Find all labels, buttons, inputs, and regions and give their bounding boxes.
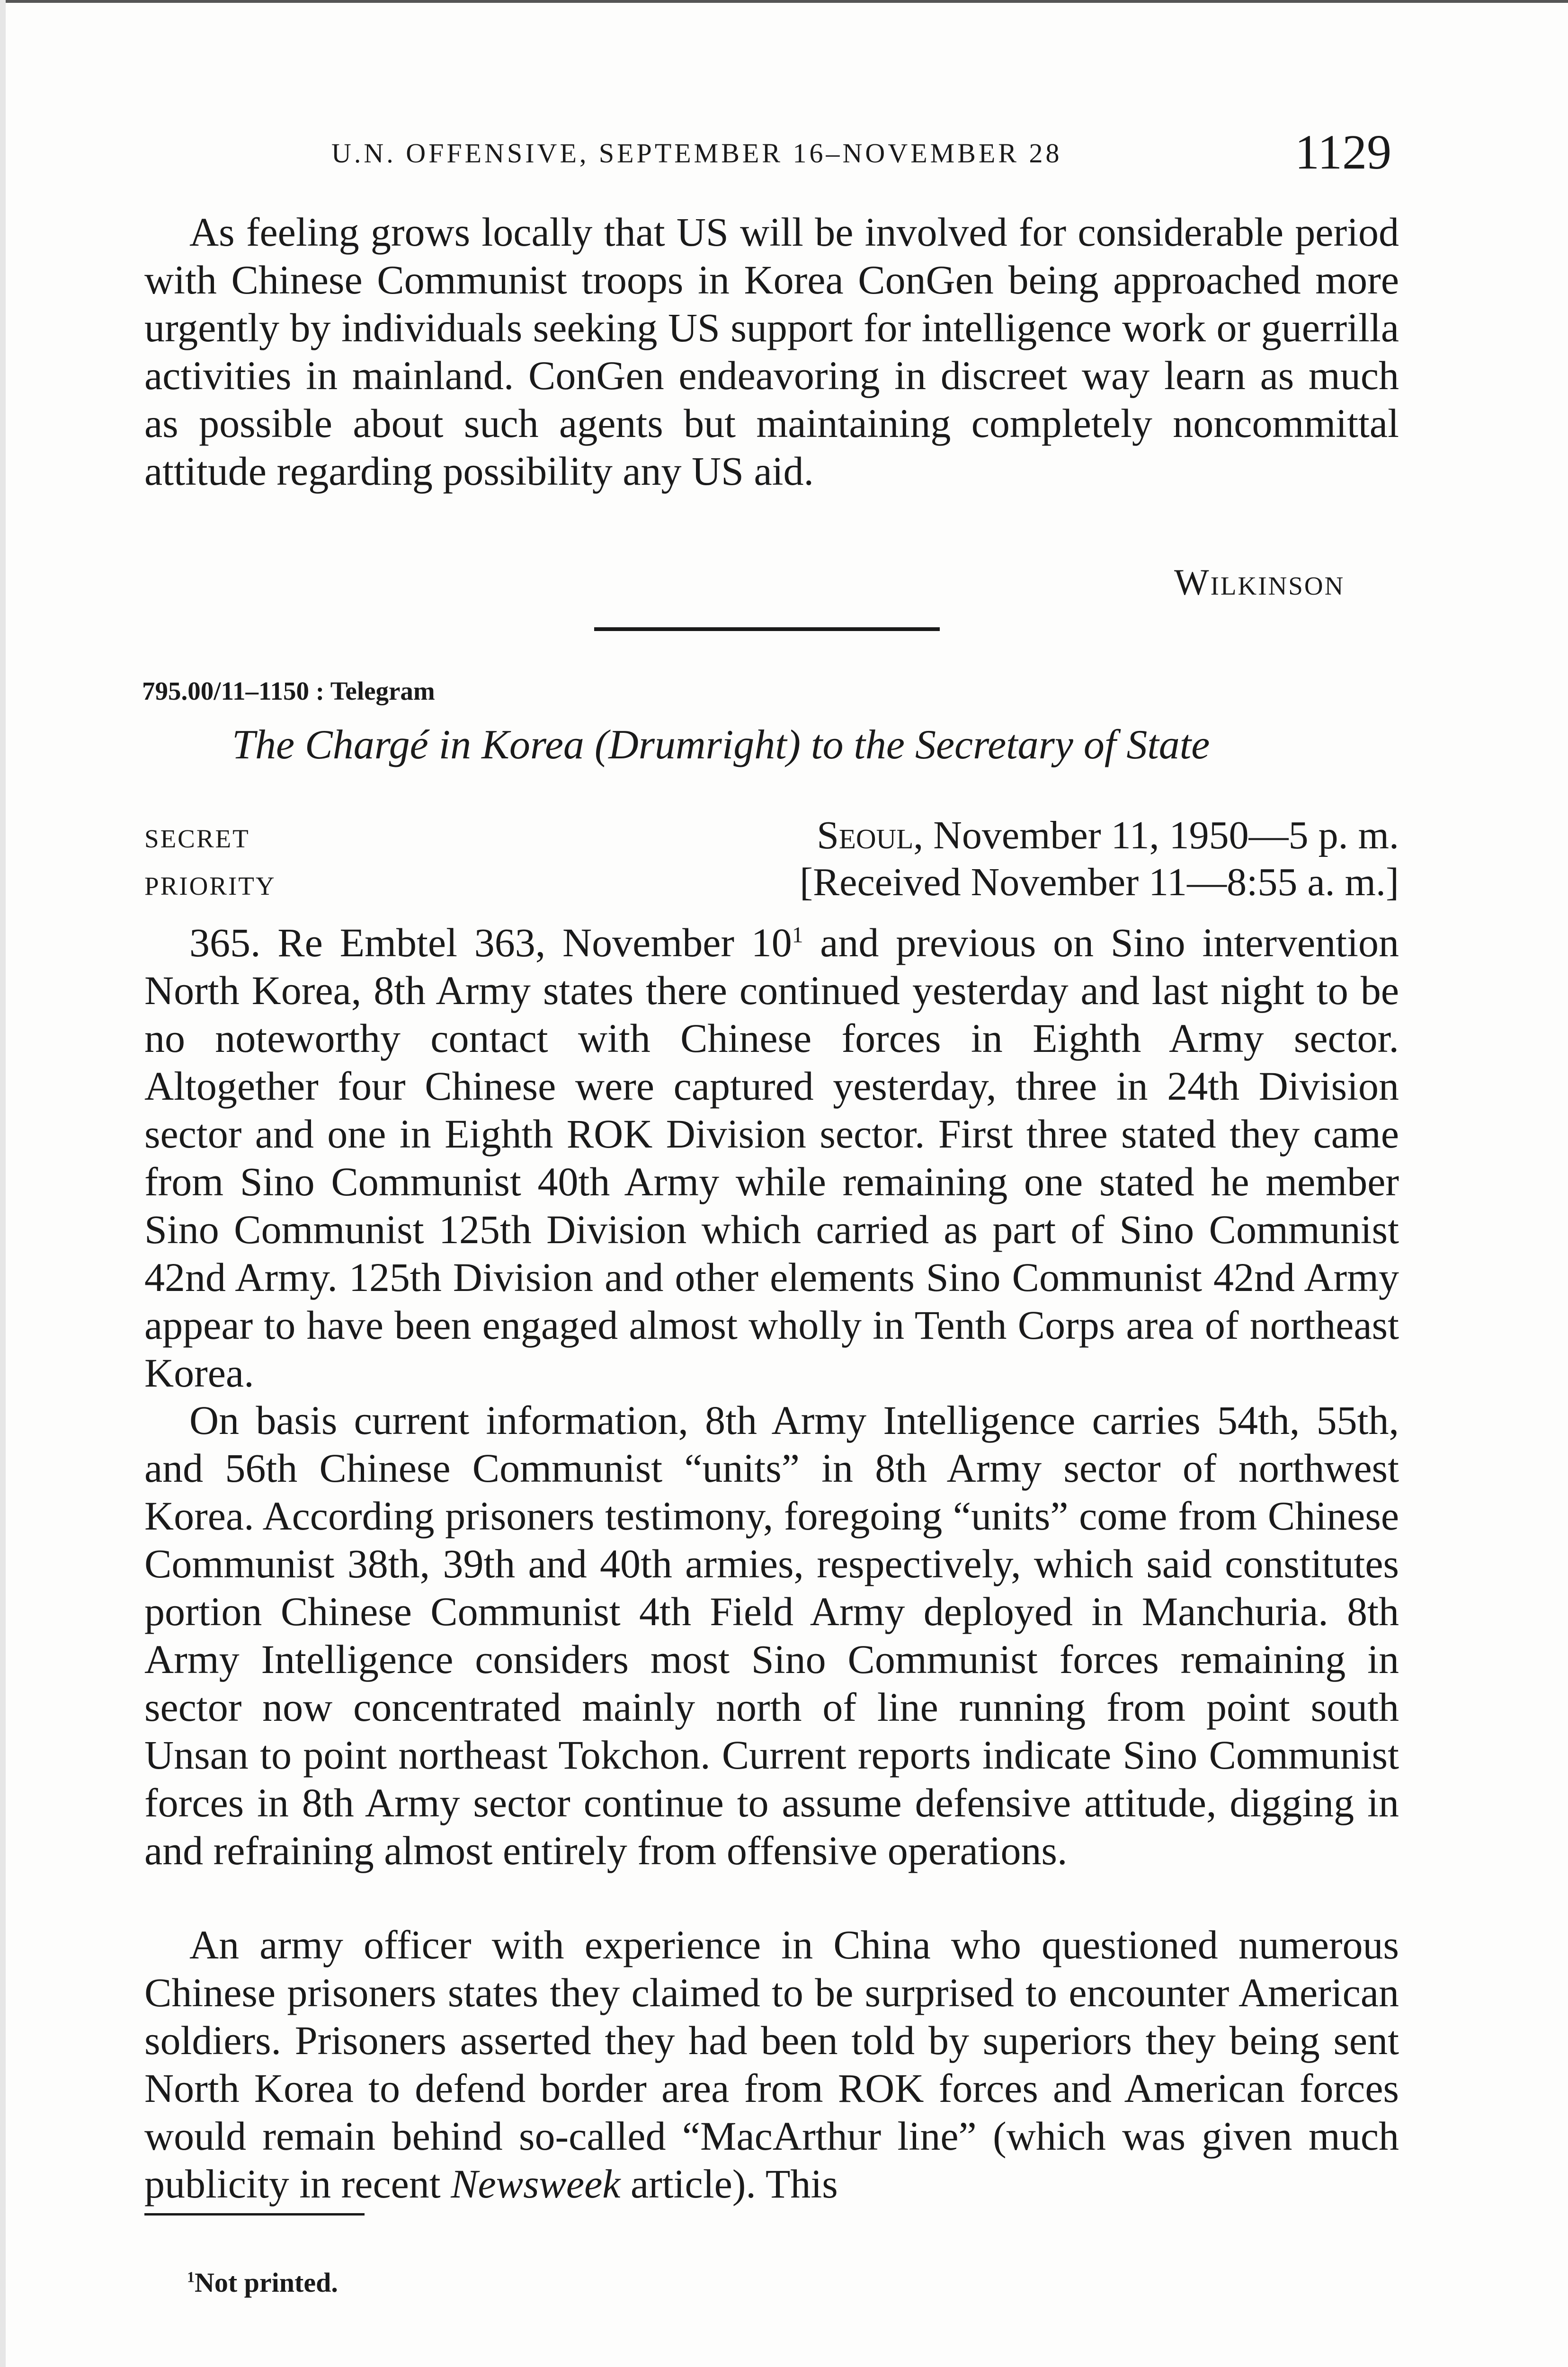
dateline-place: Seoul: [817, 813, 914, 857]
scan-top-edge: [0, 0, 1568, 3]
footnote-reference: 1: [792, 923, 803, 948]
document-separator-rule: [594, 627, 940, 631]
paragraph-3-text-end: article). This: [620, 2161, 838, 2207]
document-reference: 795.00/11–1150 : Telegram: [142, 676, 435, 705]
dateline-date: , November 11, 1950—5 p. m.: [913, 813, 1399, 857]
body-paragraph-1: [144, 919, 1399, 1397]
document-title: The Chargé in Korea (Drumright) to the Secretary of State: [232, 722, 1210, 768]
footnote-1: [187, 2267, 338, 2298]
body-paragraph-2: On basis current information, 8th Army Intelligence carries 54th, 55th, and 56th Chinese Communist “units” in 8th Army sector of northwest Korea. According prisoners testimony, foregoing “units” come from Chinese Communist 38th, 39th and 40th armies, respectively, which said constitutes portion Chinese Communist 4th Field Army deployed in Manchuria. 8th Army Intelligence considers most Sino Communist forces remaining in sector now concentrated mainly north of line running from point south Unsan to point northeast Tokchon. Current reports indicate Sino Communist forces in 8th Army sector continue to assume defensive attitude, digging in and refraining almost entirely from offensive operations.: [144, 1397, 1399, 1873]
footnote-mark: 1: [187, 2269, 195, 2286]
publication-name: Newsweek: [451, 2161, 621, 2207]
classification: SECRET: [144, 824, 250, 853]
signature: Wilkinson: [1174, 561, 1345, 603]
dateline-received: [Received November 11—8:55 a. m.]: [800, 860, 1399, 904]
page-number: 1129: [1295, 125, 1392, 179]
paragraph-1-text-end: and previous on Sino intervention North Korea, 8th Army states there continued yesterday and last night to be no noteworthy contact with Chinese forces in Eighth Army sector. Altogether four Chinese were captured yesterday, three in 24th Division sector and one in Eighth ROK Division sector. First three stated they came from Sino Communist 40th Army while remaining one stated he member Sino Communist 125th Division which carried as part of Sino Communist 42nd Army. 125th Division and other elements Sino Communist 42nd Army appear to have been engaged almost wholly in Tenth Corps area of northeast Korea.: [144, 920, 1399, 1396]
scan-left-edge: [0, 0, 6, 2367]
body-paragraph-3: [144, 1921, 1399, 2208]
precedence: PRIORITY: [144, 872, 276, 900]
footnote-text: Not printed.: [194, 2267, 338, 2298]
dateline-sent: [817, 812, 1399, 858]
paragraph-1-text-start: 365. Re Embtel 363, November 10: [189, 920, 792, 965]
footnote-rule: [144, 2213, 365, 2216]
previous-document-paragraph: As feeling grows locally that US will be involved for considerable period with Chinese Communist troops in Korea ConGen being approached more urgently by individuals seeking US support for intelligence work or guerrilla activities in mainland. ConGen endeavoring in discreet way learn as much as possible about such agents but maintaining completely noncommittal attitude regarding possibility any US aid.: [144, 209, 1399, 494]
running-head: U.N. OFFENSIVE, SEPTEMBER 16–NOVEMBER 28: [331, 138, 1062, 169]
paragraph-3-text-start: An army officer with experience in China who questioned numerous Chinese prisoners states they claimed to be surprised to encounter American soldiers. Prisoners asserted they had been told by superiors they being sent North Korea to defend border area from ROK forces and American forces would remain behind so-called “MacArthur line” (which was given much publicity in recent: [144, 1922, 1399, 2207]
